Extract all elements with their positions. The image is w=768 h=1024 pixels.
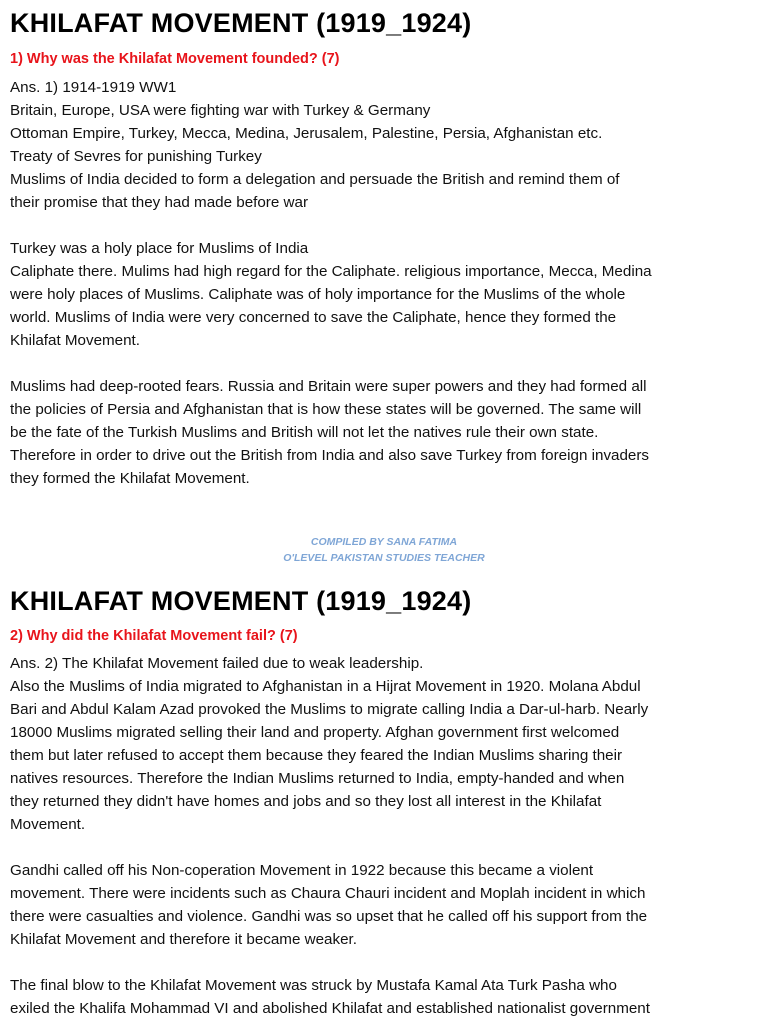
- answer-line: them but later refused to accept them because they feared the Indian Muslims sharing their: [10, 747, 623, 764]
- answer-line: Also the Muslims of India migrated to Afghanistan in a Hijrat Movement in 1920. Molana Abdul: [10, 678, 641, 695]
- answer-line: The final blow to the Khilafat Movement was struck by Mustafa Kamal Ata Turk Pasha who: [10, 977, 617, 994]
- answer-line: movement. There were incidents such as Chaura Chauri incident and Moplah incident in which: [10, 885, 646, 902]
- answer-line: Ottoman Empire, Turkey, Mecca, Medina, Jerusalem, Palestine, Persia, Afghanistan etc.: [10, 125, 603, 142]
- answer-line: they returned they didn't have homes and jobs and so they lost all interest in the Khilafat: [10, 793, 602, 810]
- page-title: KHILAFAT MOVEMENT (1919_1924): [10, 8, 472, 38]
- question-heading: 1) Why was the Khilafat Movement founded? (7): [10, 51, 340, 67]
- answer-line: Movement.: [10, 816, 86, 833]
- compiler-credit: COMPILED BY SANA FATIMA: [310, 536, 458, 548]
- answer-line: Muslims had deep-rooted fears. Russia and Britain were super powers and they had formed all: [10, 378, 647, 395]
- question-heading: 2) Why did the Khilafat Movement fail? (7): [10, 628, 298, 644]
- answer-line: Muslims of India decided to form a delegation and persuade the British and remind them of: [10, 171, 620, 188]
- answer-line: Ans. 1) 1914-1919 WW1: [10, 79, 177, 96]
- answer-line: they formed the Khilafat Movement.: [10, 470, 250, 487]
- answer-line: Britain, Europe, USA were fighting war with Turkey & Germany: [10, 102, 431, 119]
- answer-line: Khilafat Movement.: [10, 332, 140, 349]
- page-title: KHILAFAT MOVEMENT (1919_1924): [10, 586, 472, 616]
- answer-line: their promise that they had made before war: [10, 194, 309, 211]
- answer-line: Bari and Abdul Kalam Azad provoked the Muslims to migrate calling India a Dar-ul-harb. Nearly: [10, 701, 649, 718]
- answer-line: Ans. 2) The Khilafat Movement failed due to weak leadership.: [10, 655, 424, 672]
- answer-line: Treaty of Sevres for punishing Turkey: [10, 148, 262, 165]
- answer-line: the policies of Persia and Afghanistan that is how these states will be governed. The same will: [10, 401, 642, 418]
- answer-line: Gandhi called off his Non-coperation Movement in 1922 because this became a violent: [10, 862, 594, 879]
- answer-line: exiled the Khalifa Mohammad VI and abolished Khilafat and established nationalist government: [10, 1000, 650, 1017]
- answer-line: Caliphate there. Mulims had high regard for the Caliphate. religious importance, Mecca, Medina: [10, 263, 652, 280]
- answer-line: Therefore in order to drive out the British from India and also save Turkey from foreign invaders: [10, 447, 650, 464]
- answer-line: were holy places of Muslims. Caliphate was of holy importance for the Muslims of the whole: [10, 286, 626, 303]
- answer-line: Turkey was a holy place for Muslims of India: [10, 240, 309, 257]
- answer-line: 18000 Muslims migrated selling their land and property. Afghan government first welcomed: [10, 724, 620, 741]
- answer-line: natives resources. Therefore the Indian Muslims returned to India, empty-handed and when: [10, 770, 625, 787]
- compiler-role: O'LEVEL PAKISTAN STUDIES TEACHER: [283, 552, 485, 564]
- answer-line: there were casualties and violence. Gandhi was so upset that he called off his support from the: [10, 908, 648, 925]
- answer-line: world. Muslims of India were very concerned to save the Caliphate, hence they formed the: [10, 309, 617, 326]
- answer-line: be the fate of the Turkish Muslims and British will not let the natives rule their own state.: [10, 424, 599, 441]
- answer-line: Khilafat Movement and therefore it became weaker.: [10, 931, 357, 948]
